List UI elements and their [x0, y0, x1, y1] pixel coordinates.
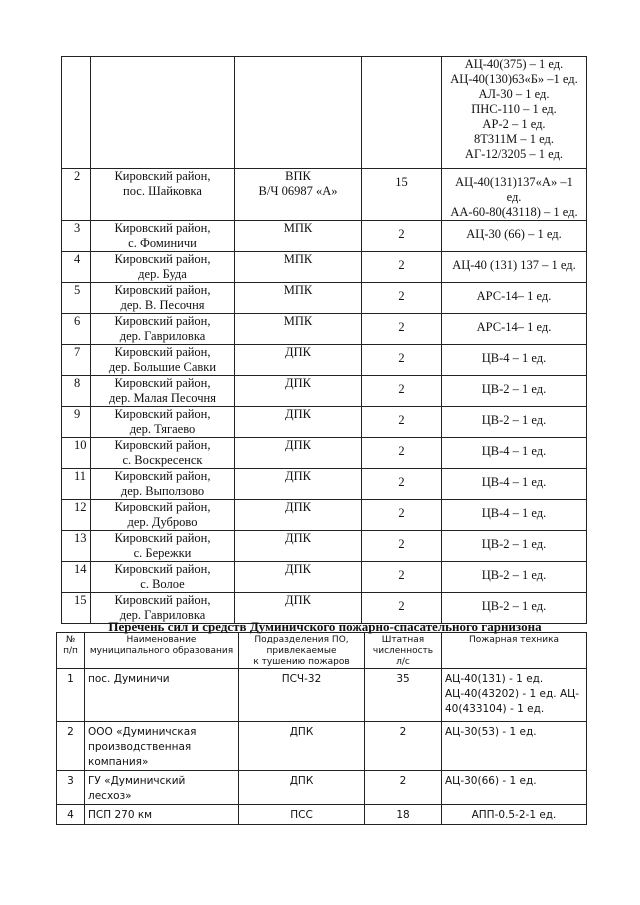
- row-number: 5: [62, 283, 91, 314]
- row-count: 2: [362, 500, 442, 531]
- row-municipality: ГУ «Думиничский лесхоз»: [85, 771, 239, 805]
- row-location: Кировский район, с. Фоминичи: [91, 221, 235, 252]
- row-count: 2: [362, 531, 442, 562]
- row-number: 7: [62, 345, 91, 376]
- row-unit: ВПК В/Ч 06987 «А»: [235, 169, 362, 221]
- row-number: 4: [62, 252, 91, 283]
- table-row: [57, 722, 587, 771]
- table-row: [62, 469, 587, 500]
- row-location: Кировский район, с. Волое: [91, 562, 235, 593]
- row-location: Кировский район, с. Воскресенск: [91, 438, 235, 469]
- row-equipment: АЦ-30(53) - 1 ед.: [442, 722, 587, 771]
- table-row: [62, 345, 587, 376]
- header-units: Подразделения ПО, привлекаемые к тушению пожаров: [239, 633, 365, 669]
- row-count: 2: [362, 593, 442, 624]
- row-unit: [235, 57, 362, 169]
- table-row: [57, 669, 587, 722]
- row-location: Кировский район, дер. В. Песочня: [91, 283, 235, 314]
- row-number: 14: [62, 562, 91, 593]
- row-equipment: АЦ-40(131) - 1 ед. АЦ-40(43202) - 1 ед. АЦ- 40(433104) - 1 ед.: [442, 669, 587, 722]
- row-count: 2: [362, 562, 442, 593]
- row-location: Кировский район, дер. Буда: [91, 252, 235, 283]
- row-equipment: ЦВ-2 – 1 ед.: [442, 593, 587, 624]
- table-row: [62, 562, 587, 593]
- garrison-table-kirov-body: [62, 57, 587, 624]
- row-unit: ДПК: [235, 376, 362, 407]
- table-row: [62, 169, 587, 221]
- row-number: 8: [62, 376, 91, 407]
- row-unit: ПСС: [239, 805, 365, 825]
- row-equipment: ЦВ-2 – 1 ед.: [442, 376, 587, 407]
- row-unit: ДПК: [235, 345, 362, 376]
- row-count: 2: [362, 376, 442, 407]
- garrison-table-duminichi-body: [57, 669, 587, 825]
- row-equipment: ЦВ-4 – 1 ед.: [442, 500, 587, 531]
- table-row: [62, 221, 587, 252]
- row-number: 9: [62, 407, 91, 438]
- header-num: № п/п: [57, 633, 85, 669]
- row-unit: ДПК: [235, 593, 362, 624]
- section-title: Перечень сил и средств Думиничского пожарно-спасательного гарнизона: [108, 619, 542, 634]
- garrison-table-duminichi: [56, 632, 587, 825]
- row-unit: ДПК: [235, 562, 362, 593]
- row-equipment: ЦВ-4 – 1 ед.: [442, 345, 587, 376]
- table-row: [62, 57, 587, 169]
- table-row: [62, 500, 587, 531]
- row-municipality: ООО «Думиничская производственная компания»: [85, 722, 239, 771]
- row-unit: ДПК: [239, 771, 365, 805]
- row-number: 15: [62, 593, 91, 624]
- row-equipment: АРС-14– 1 ед.: [442, 283, 587, 314]
- row-equipment: АПП-0.5-2-1 ед.: [442, 805, 587, 825]
- row-location: Кировский район, дер. Гавриловка: [91, 593, 235, 624]
- row-location: [91, 57, 235, 169]
- row-equipment: ЦВ-2 – 1 ед.: [442, 531, 587, 562]
- row-unit: МПК: [235, 252, 362, 283]
- row-staff: 18: [365, 805, 442, 825]
- row-staff: 2: [365, 771, 442, 805]
- table-row: [57, 805, 587, 825]
- row-count: 2: [362, 407, 442, 438]
- row-location: Кировский район, дер. Выползово: [91, 469, 235, 500]
- row-equipment: ЦВ-4 – 1 ед.: [442, 438, 587, 469]
- row-unit: ДПК: [235, 407, 362, 438]
- row-unit: ДПК: [239, 722, 365, 771]
- row-equipment: АЦ-40(131)137«А» –1 ед. АА-60-80(43118) – 1 ед.: [442, 169, 587, 221]
- row-equipment: АЦ-30(66) - 1 ед.: [442, 771, 587, 805]
- row-equipment: АЦ-40(375) – 1 ед. АЦ-40(130)63«Б» –1 ед. АЛ-30 – 1 ед. ПНС-110 – 1 ед. АР-2 – 1 ед. 8Т311М – 1 ед. АГ-12/3205 – 1 ед.: [442, 57, 587, 169]
- row-number: 6: [62, 314, 91, 345]
- row-number: 13: [62, 531, 91, 562]
- row-location: Кировский район, дер. Большие Савки: [91, 345, 235, 376]
- row-number: 3: [57, 771, 85, 805]
- row-equipment: ЦВ-2 – 1 ед.: [442, 407, 587, 438]
- row-count: 2: [362, 469, 442, 500]
- row-equipment: АЦ-30 (66) – 1 ед.: [442, 221, 587, 252]
- row-equipment: ЦВ-2 – 1 ед.: [442, 562, 587, 593]
- row-count: 2: [362, 221, 442, 252]
- table-row: [62, 376, 587, 407]
- row-unit: ДПК: [235, 438, 362, 469]
- header-staff: Штатная численность л/с: [365, 633, 442, 669]
- row-unit: ДПК: [235, 469, 362, 500]
- row-count: 2: [362, 438, 442, 469]
- row-count: 15: [362, 169, 442, 221]
- row-municipality: пос. Думиничи: [85, 669, 239, 722]
- row-count: 2: [362, 283, 442, 314]
- table-row: [57, 771, 587, 805]
- row-unit: ДПК: [235, 531, 362, 562]
- row-location: Кировский район, пос. Шайковка: [91, 169, 235, 221]
- row-number: 12: [62, 500, 91, 531]
- row-number: 1: [57, 669, 85, 722]
- table-row: [62, 531, 587, 562]
- row-staff: 35: [365, 669, 442, 722]
- header-municipality: Наименование муниципального образования: [85, 633, 239, 669]
- row-count: 2: [362, 345, 442, 376]
- row-number: 10: [62, 438, 91, 469]
- table-row: [62, 252, 587, 283]
- row-number: 2: [62, 169, 91, 221]
- row-unit: МПК: [235, 283, 362, 314]
- row-unit: ПСЧ-32: [239, 669, 365, 722]
- row-count: [362, 57, 442, 169]
- row-count: 2: [362, 314, 442, 345]
- table-header-row: [57, 633, 587, 669]
- row-unit: МПК: [235, 221, 362, 252]
- row-location: Кировский район, дер. Тягаево: [91, 407, 235, 438]
- row-equipment: ЦВ-4 – 1 ед.: [442, 469, 587, 500]
- row-location: Кировский район, дер. Малая Песочня: [91, 376, 235, 407]
- row-equipment: АРС-14– 1 ед.: [442, 314, 587, 345]
- row-number: [62, 57, 91, 169]
- row-number: 4: [57, 805, 85, 825]
- garrison-table-kirov: [61, 56, 587, 624]
- row-number: 2: [57, 722, 85, 771]
- row-unit: МПК: [235, 314, 362, 345]
- row-staff: 2: [365, 722, 442, 771]
- row-number: 11: [62, 469, 91, 500]
- row-equipment: АЦ-40 (131) 137 – 1 ед.: [442, 252, 587, 283]
- table-row: [62, 314, 587, 345]
- row-municipality: ПСП 270 км: [85, 805, 239, 825]
- row-location: Кировский район, с. Бережки: [91, 531, 235, 562]
- row-unit: ДПК: [235, 500, 362, 531]
- table-row: [62, 407, 587, 438]
- row-count: 2: [362, 252, 442, 283]
- table-row: [62, 438, 587, 469]
- table-row: [62, 283, 587, 314]
- row-location: Кировский район, дер. Дуброво: [91, 500, 235, 531]
- row-location: Кировский район, дер. Гавриловка: [91, 314, 235, 345]
- row-number: 3: [62, 221, 91, 252]
- header-equipment: Пожарная техника: [442, 633, 587, 669]
